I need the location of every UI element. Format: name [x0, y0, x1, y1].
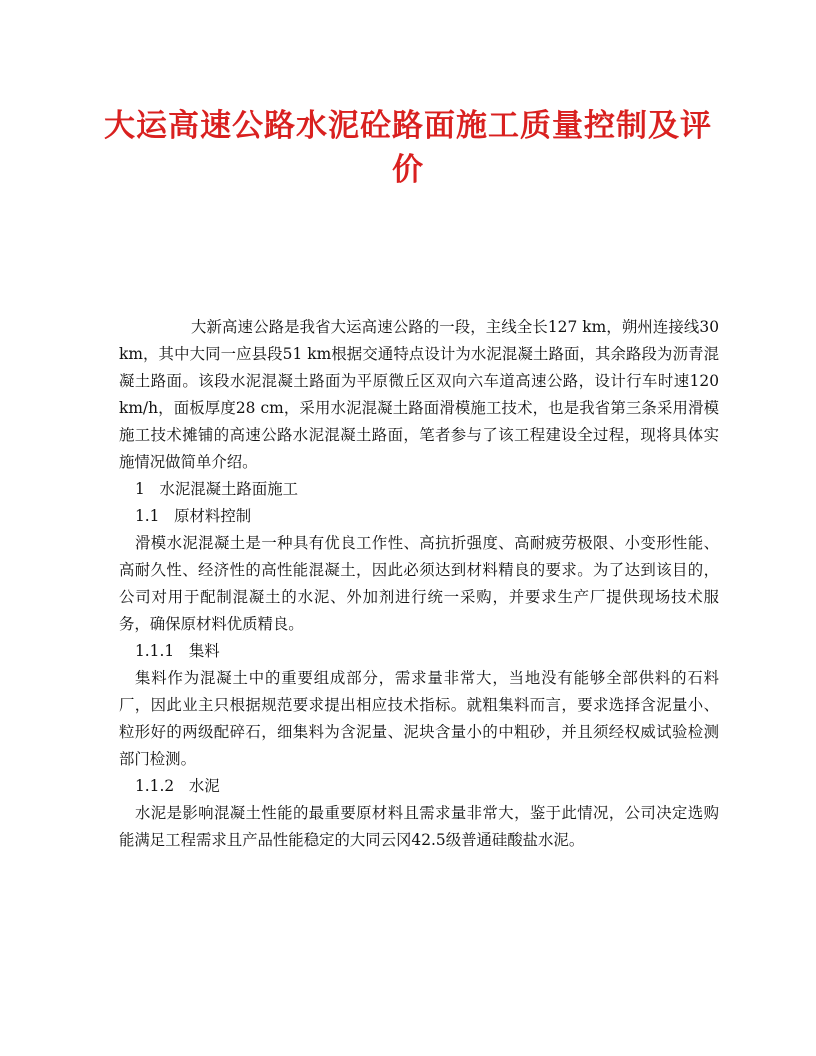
- section-1-1-heading: 1.1 原材料控制: [135, 507, 252, 525]
- document-body: [119, 314, 719, 854]
- section-1-1-2-paragraph: 水泥是影响混凝土性能的最重要原材料且需求量非常大，鉴于此情况，公司决定选购能满足工程需求且产品性能稳定的大同云冈42.5级普通硅酸盐水泥。: [119, 804, 719, 849]
- section-1-heading: 1 水泥混凝土路面施工: [135, 480, 298, 498]
- intro-paragraph: 大新高速公路是我省大运高速公路的一段，主线全长127 km，朔州连接线30 km，其中大同一应县段51 km根据交通特点设计为水泥混凝土路面，其余路段为沥青混凝土路面。该段水泥混凝土路面为平原微丘区双向六车道高速公路，设计行车时速120 km/h，面板厚度28 cm，采用水泥混凝土路面滑模施工技术，也是我省第三条采用滑模施工技术摊铺的高速公路水泥混凝土路面，笔者参与了该工程建设全过程，现将具体实施情况做简单介绍。: [119, 318, 719, 471]
- document-title: 大运高速公路水泥砼路面施工质量控制及评价: [104, 108, 712, 188]
- section-1-1-1-heading: 1.1.1 集料: [135, 642, 220, 660]
- section-1-1-paragraph: 滑模水泥混凝土是一种具有优良工作性、高抗折强度、高耐疲劳极限、小变形性能、高耐久性、经济性的高性能混凝土，因此必须达到材料精良的要求。为了达到该目的，公司对用于配制混凝土的水泥、外加剂进行统一采购，并要求生产厂提供现场技术服务，确保原材料优质精良。: [119, 534, 719, 633]
- section-1-1-1-paragraph: 集料作为混凝土中的重要组成部分，需求量非常大，当地没有能够全部供料的石料厂，因此业主只根据规范要求提出相应技术指标。就粗集料而言，要求选择含泥量小、粒形好的两级配碎石，细集料为含泥量、泥块含量小的中粗砂，并且须经权威试验检测部门检测。: [119, 669, 719, 768]
- section-1-1-2-heading: 1.1.2 水泥: [135, 777, 220, 795]
